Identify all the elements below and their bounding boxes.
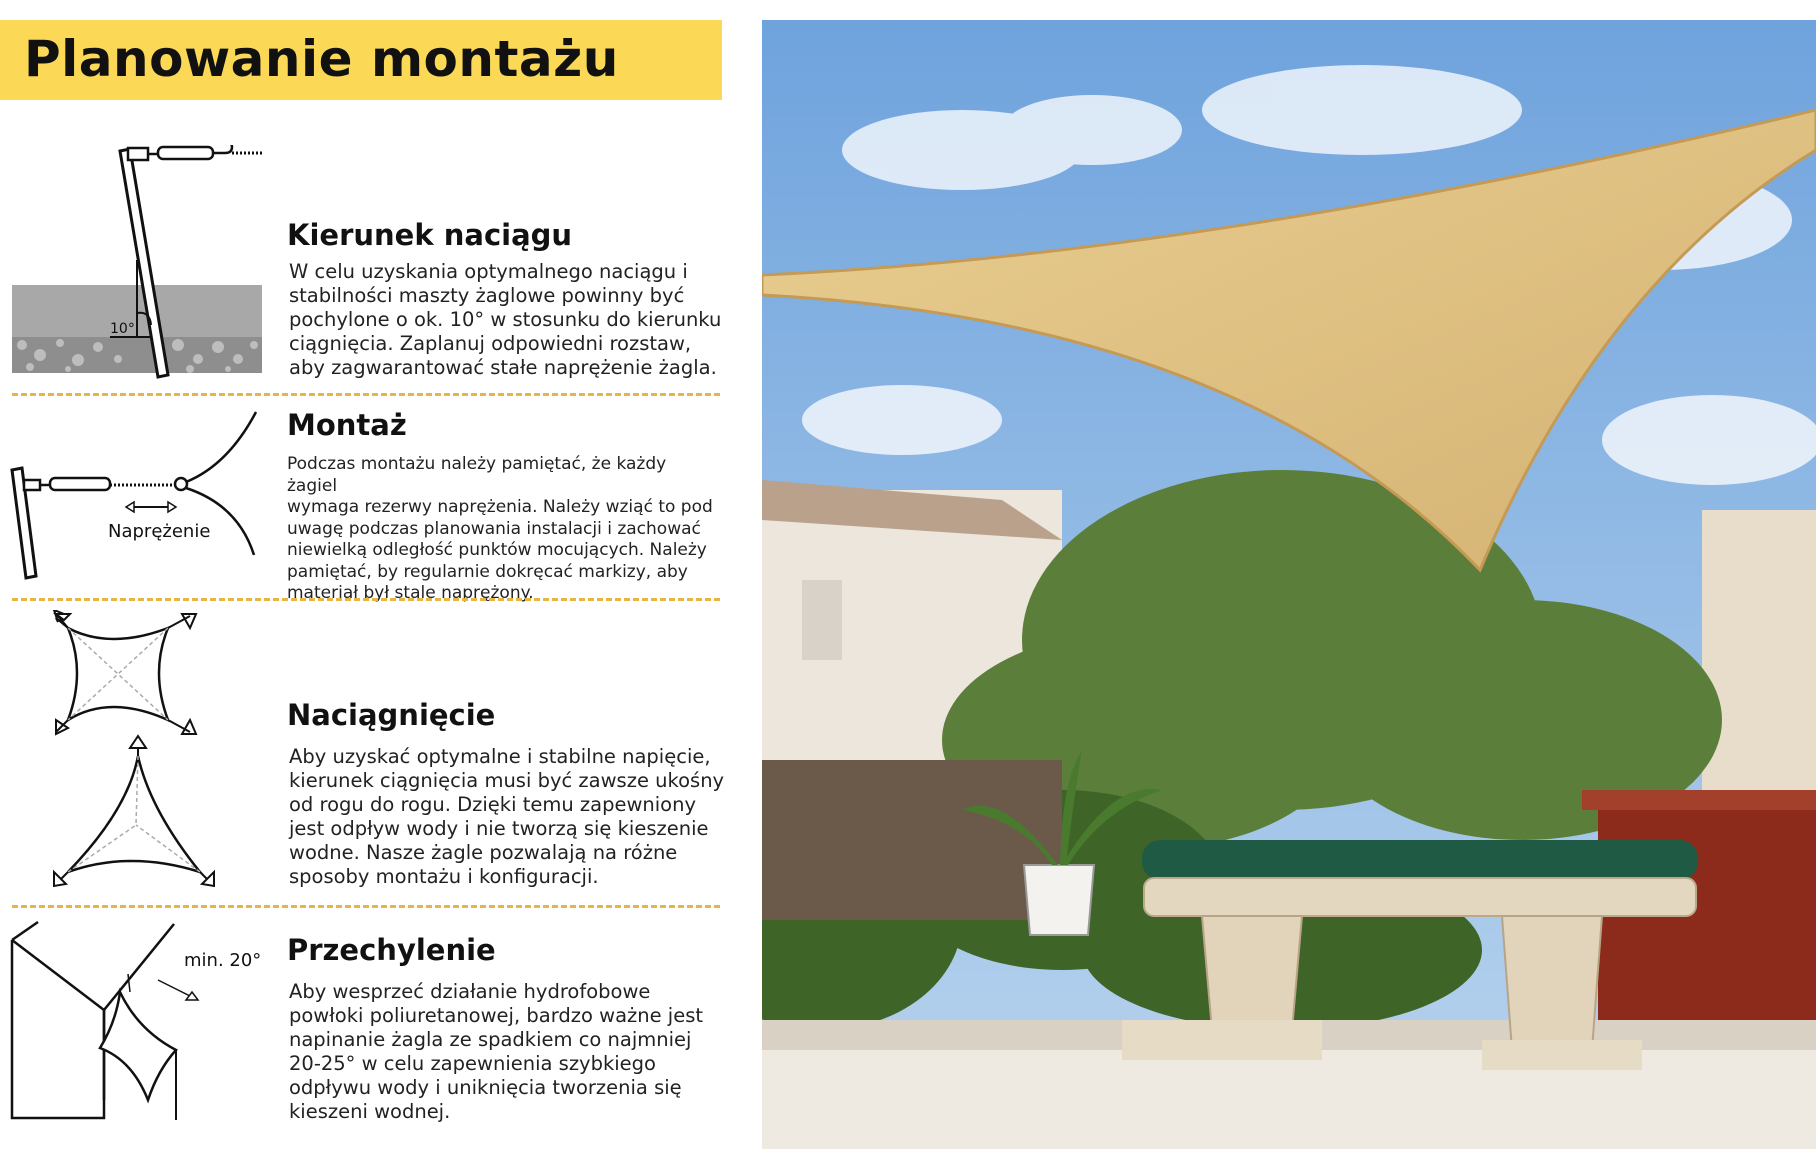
text-line: Podczas montażu należy pamiętać, że każdy żagiel [287, 454, 667, 496]
text-line: Aby uzyskać optymalne i stabilne napięcie, [289, 745, 711, 768]
text-line: sposoby montażu i konfiguracji. [289, 865, 599, 888]
section-title-tension-direction: Kierunek naciągu [287, 218, 573, 252]
text-line: ciągnięcia. Zaplanuj odpowiedni rozstaw, [289, 332, 692, 355]
text-line: powłoki poliuretanowej, bardzo ważne jest [289, 1004, 704, 1027]
section-text-tightening [289, 745, 724, 889]
text-line: pochylone o ok. 10° w stosunku do kierunku [289, 308, 722, 331]
text-line: kierunek ciągnięcia musi być zawsze ukośny [289, 769, 725, 792]
text-line: wymaga rezerwy naprężenia. Należy wziąć to pod [287, 497, 713, 517]
slope-diagram [8, 920, 268, 1124]
product-photo [762, 20, 1816, 1149]
section-text-mounting [287, 454, 717, 605]
section-title-tightening: Naciągnięcie [287, 698, 496, 732]
section-title-mounting: Montaż [287, 408, 407, 442]
page-title: Planowanie montażu [24, 30, 619, 88]
text-line: napinanie żagla ze spadkiem co najmniej [289, 1028, 692, 1051]
mounting-diagram [8, 410, 268, 594]
slope-angle-label: min. 20° [184, 950, 262, 971]
section-divider [12, 393, 720, 396]
section-text-slope [289, 980, 703, 1124]
text-line: wodne. Nasze żagle pozwalają na różne [289, 841, 678, 864]
tension-direction-diagram [10, 145, 265, 389]
text-line: stabilności maszty żaglowe powinny być [289, 284, 685, 307]
text-line: odpływu wody i uniknięcia tworzenia się [289, 1076, 682, 1099]
section-divider [12, 598, 720, 601]
text-line: niewielką odległość punktów mocujących. Należy [287, 540, 707, 560]
text-line: od rogu do rogu. Dzięki temu zapewniony [289, 793, 697, 816]
tightening-diagram [50, 610, 220, 894]
title-banner [0, 20, 722, 100]
text-line: kieszeni wodnej. [289, 1100, 451, 1123]
section-title-slope: Przechylenie [287, 933, 496, 967]
section-text-tension-direction [289, 260, 721, 380]
text-line: pamiętać, by regularnie dokręcać markizy, aby [287, 561, 688, 582]
text-line: materiał był stale naprężony. [287, 583, 534, 603]
text-line: W celu uzyskania optymalnego naciągu i [289, 260, 688, 283]
text-line: aby zagwarantować stałe naprężenie żagla. [289, 356, 717, 379]
text-line: jest odpływ wody i nie tworzą się kieszenie [289, 817, 709, 840]
text-line: uwagę podczas planowania instalacji i zachować [287, 518, 701, 539]
tension-label: Naprężenie [108, 521, 211, 542]
section-divider [12, 905, 720, 908]
angle-label: 10° [110, 321, 135, 337]
text-line: 20-25° w celu zapewnienia szybkiego [289, 1052, 656, 1075]
text-line: Aby wesprzeć działanie hydrofobowe [289, 980, 651, 1003]
